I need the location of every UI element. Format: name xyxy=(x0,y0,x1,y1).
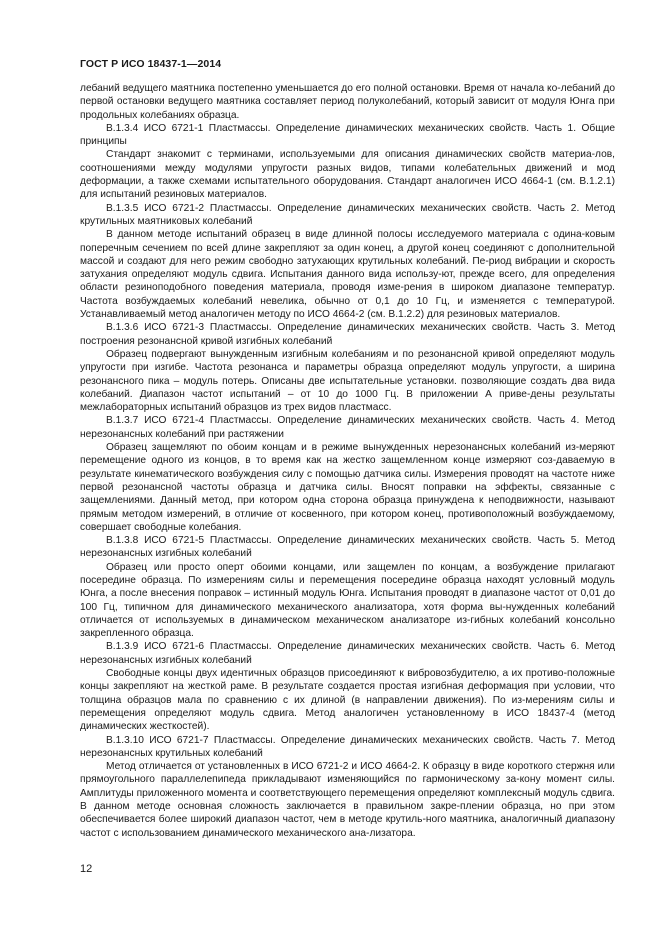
paragraph: В данном методе испытаний образец в виде длинной полосы исследуемого материала с одина-ковым поперечным сечением по всей длине закрепляют за один конец, а другой конец соединяют с дополнительной массой и создают для него режим свободно затухающих крутильных колебаний. Пе-риод вибрации и скорость затухания определяют модуль сдвига. Испытания данного вида использу-ют, прежде всего, для определения области резиноподобного поведения материала, проводя изме-рения в широком диапазоне температур. Частота возбуждаемых колебаний невелика, обычно от 0,1 до 10 Гц, и изменяется с температурой. Устанавливаемый метод аналогичен методу по ИСО 4664-2 (см. В.1.2.2) для резиновых материалов. xyxy=(80,229,615,321)
section-heading-b-1-3-8: В.1.3.8 ИСО 6721-5 Пластмассы. Определение динамических механических свойств. Часть 5. Метод нерезонансных изгибных колебаний xyxy=(80,535,615,560)
page-number: 12 xyxy=(80,863,93,875)
section-heading-b-1-3-7: В.1.3.7 ИСО 6721-4 Пластмассы. Определение динамических механических свойств. Часть 4. Метод нерезонансных колебаний при растяжении xyxy=(80,415,615,440)
paragraph: Стандарт знакомит с терминами, используемыми для описания динамических свойств материа-лов, соотношениями между модулями упругости разных видов, типами колебательных движений и мод деформации, а также схемами испытательного оборудования. Стандарт аналогичен ИСО 4664-1 (см. В.1.2.1) для испытаний резиновых материалов. xyxy=(80,149,615,201)
section-heading-b-1-3-5: В.1.3.5 ИСО 6721-2 Пластмассы. Определение динамических механических свойств. Часть 2. Метод крутильных маятниковых колебаний xyxy=(80,202,615,227)
paragraph: Образец или просто оперт обоими концами, или защемлен по концам, а возбуждение прилагают посередине образца. По измерениям силы и перемещения посередине образца находят условный модуль Юнга, а после внесения поправок – истинный модуль Юнга. Испытания проводят в диапазоне частот от 0,01 до 100 Гц, типичном для динамического механического анализатора, хотя форма вы-нужденных колебаний отличается от используемых в динамическом механическом анализаторе из-гибных колебаний консольно закрепленного образца. xyxy=(80,561,615,640)
section-heading-b-1-3-9: В.1.3.9 ИСО 6721-6 Пластмассы. Определение динамических механических свойств. Часть 6. Метод нерезонансных изгибных колебаний xyxy=(80,641,615,666)
section-heading-b-1-3-10: В.1.3.10 ИСО 6721-7 Пластмассы. Определение динамических механических свойств. Часть 7. Метод нерезонансных крутильных колебаний xyxy=(80,734,615,759)
paragraph: Метод отличается от установленных в ИСО 6721-2 и ИСО 4664-2. К образцу в виде короткого стержня или прямоугольного параллелепипеда прикладывают изменяющийся по гармоническому за-кону момент силы. Амплитуды приложенного момента и соответствующего перемещения определяют комплексный модуль сдвига. В данном методе основная сложность заключается в правильном закре-плении образца, но при этом обеспечивается более широкий диапазон частот, чем в методе крутиль-ного маятника, аналогичный диапазону частот с использованием динамического механического ана-лизатора. xyxy=(80,761,615,839)
section-heading-b-1-3-6: В.1.3.6 ИСО 6721-3 Пластмассы. Определение динамических механических свойств. Часть 3. Метод построения резонансной кривой изгибных колебаний xyxy=(80,322,615,347)
document-header: ГОСТ Р ИСО 18437-1—2014 xyxy=(80,58,222,70)
paragraph: Образец защемляют по обоим концам и в режиме вынужденных нерезонансных колебаний из-меряют перемещение одного из концов, в то время как на жестко защемленном конце измеряют соз-даваемую в результате кинематического возбуждения силу с помощью датчика силы. Измерения проводят на частоте ниже первой резонансной частоты образца и датчика силы. Вносят поправки на эффекты, связанные с защемлениями. Данный метод, при котором одна сторона образца принуждена к неподвижности, называют прямым методом измерений, в отличие от косвенного, при котором конец, противоположный возбуждаемому, совершает свободные колебания. xyxy=(80,442,615,533)
paragraph: лебаний ведущего маятника постепенно уменьшается до его полной остановки. Время от начала ко-лебаний до первой остановки ведущего маятника составляет период полуколебаний, который зависит от модуля Юнга при продольных колебаниях образца. xyxy=(80,83,615,121)
section-heading-b-1-3-4: В.1.3.4 ИСО 6721-1 Пластмассы. Определение динамических механических свойств. Часть 1. Общие принципы xyxy=(80,122,615,148)
paragraph: Образец подвергают вынужденным изгибным колебаниям и по резонансной кривой определяют модуль упругости при изгибе. Частота резонанса и параметры образца определяют модуль упругости, а ширина резонансного пика – модуль потерь. Описаны две испытательные установки. позволяющие создать два вида колебаний. Диапазон частот испытаний – от 10 до 1000 Гц. В приложении А приве-дены результаты межлабораторных испытаний образцов из трех видов пластмасс. xyxy=(80,348,615,414)
paragraph: Свободные концы двух идентичных образцов присоединяют к вибровозбудителю, а их противо-положные концы закрепляют на жесткой раме. В результате создается простая изгибная деформация при условии, что толщина образцов мала по сравнению с их длиной (в направлении движения). По из-мерениям силы и перемещения определяют модуль сдвига. Метод аналогичен установленному в ИСО 18437-4 (метод динамических жесткостей). xyxy=(80,668,615,733)
document-body xyxy=(80,82,615,840)
